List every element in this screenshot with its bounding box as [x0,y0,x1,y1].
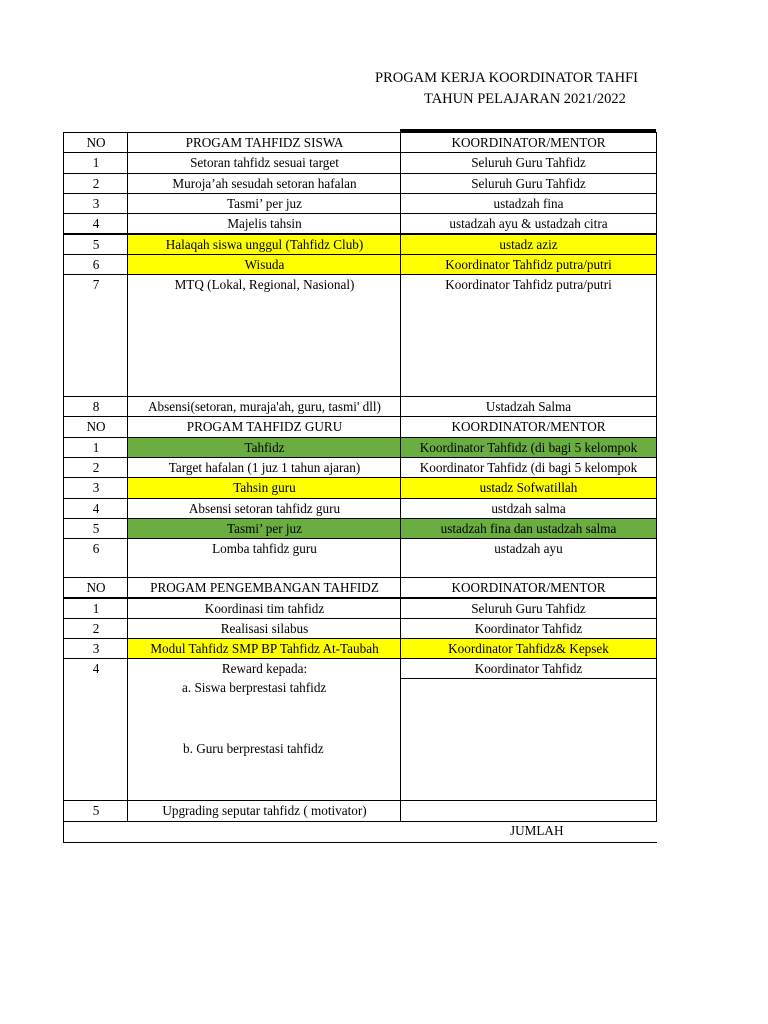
s2-row-6-mentor-cell: ustadzah ayu [400,538,657,578]
s3-row-4-mentor-blank [400,678,657,801]
s3-row-3-program-cell: Modul Tahfidz SMP BP Tahfidz At-Taubah [127,638,401,659]
s1-row-6-mentor-cell: Koordinator Tahfidz putra/putri [400,254,657,275]
s1-row-3-mentor-cell: ustadzah fina [400,193,657,214]
s3-header-no-cell: NO [63,577,128,598]
s1-row-5-mentor-cell: ustadz aziz [400,234,657,255]
s1-header-mentor-cell: KOORDINATOR/MENTOR [400,132,657,153]
s1-row-1-no-cell: 1 [63,152,128,173]
s1-row-3-no-cell: 3 [63,193,128,214]
s1-row-5-program-cell: Halaqah siswa unggul (Tahfidz Club) [127,234,401,255]
s2-row-4-program-cell: Absensi setoran tahfidz guru [127,498,401,519]
s3-row-1-mentor-cell: Seluruh Guru Tahfidz [400,598,657,619]
s1-row-4-mentor-cell: ustadzah ayu & ustadzah citra [400,213,657,234]
s2-row-5-no-cell: 5 [63,518,128,539]
s2-row-6-no-cell: 6 [63,538,128,578]
reward-item-siswa: a. Siswa berprestasi tahfidz [182,680,327,696]
s2-row-5-mentor-cell: ustadzah fina dan ustadzah salma [400,518,657,539]
s2-header-program-cell: PROGAM TAHFIDZ GURU [127,416,401,437]
s3-row-2-program-cell: Realisasi silabus [127,618,401,639]
s2-row-2-no-cell: 2 [63,457,128,478]
s3-row-5-mentor-cell [400,800,657,821]
s2-row-1-mentor-cell: Koordinator Tahfidz (di bagi 5 kelompok [400,437,657,458]
s1-row-2-no-cell: 2 [63,173,128,194]
s3-row-4-program-cell: Reward kepada: [127,658,401,801]
s2-row-1-no-cell: 1 [63,437,128,458]
s2-header-mentor-cell: KOORDINATOR/MENTOR [400,416,657,437]
s1-row-1-program-cell: Setoran tahfidz sesuai target [127,152,401,173]
s1-row-7-no-cell: 7 [63,274,128,397]
s1-row-2-program-cell: Muroja’ah sesudah setoran hafalan [127,173,401,194]
s1-row-4-no-cell: 4 [63,213,128,234]
s2-header-no-cell: NO [63,416,128,437]
s2-row-4-mentor-cell: ustdzah salma [400,498,657,519]
s3-row-1-program-cell: Koordinasi tim tahfidz [127,598,401,619]
s3-row-3-no-cell: 3 [63,638,128,659]
s2-row-4-no-cell: 4 [63,498,128,519]
s1-row-1-mentor-cell: Seluruh Guru Tahfidz [400,152,657,173]
s2-row-2-program-cell: Target hafalan (1 juz 1 tahun ajaran) [127,457,401,478]
s2-row-6-program-cell: Lomba tahfidz guru [127,538,401,578]
document-title: PROGAM KERJA KOORDINATOR TAHFI [375,70,638,86]
s1-row-8-mentor-cell: Ustadzah Salma [400,396,657,417]
s2-row-1-program-cell: Tahfidz [127,437,401,458]
document-subtitle: TAHUN PELAJARAN 2021/2022 [424,91,626,107]
total-row [63,821,657,843]
s1-row-7-program-cell: MTQ (Lokal, Regional, Nasional) [127,274,401,397]
s1-row-3-program-cell: Tasmi’ per juz [127,193,401,214]
s3-row-1-no-cell: 1 [63,598,128,619]
s3-row-4-mentor-cell: Koordinator Tahfidz [400,658,657,679]
s1-row-4-program-cell: Majelis tahsin [127,213,401,234]
s1-header-program-cell: PROGAM TAHFIDZ SISWA [127,132,401,153]
s2-row-5-program-cell: Tasmi’ per juz [127,518,401,539]
s2-row-3-no-cell: 3 [63,477,128,498]
s1-row-7-mentor-cell: Koordinator Tahfidz putra/putri [400,274,657,397]
s2-row-3-mentor-cell: ustadz Sofwatillah [400,477,657,498]
s1-row-6-program-cell: Wisuda [127,254,401,275]
total-label: JUMLAH [510,822,564,838]
s3-row-4-no-cell: 4 [63,658,128,801]
s3-row-5-program-cell: Upgrading seputar tahfidz ( motivator) [127,800,401,821]
s1-row-6-no-cell: 6 [63,254,128,275]
s1-row-8-program-cell: Absensi(setoran, muraja'ah, guru, tasmi' dll) [127,396,401,417]
s2-row-3-program-cell: Tahsin guru [127,477,401,498]
s1-header-no-cell: NO [63,132,128,153]
s3-header-program-cell: PROGAM PENGEMBANGAN TAHFIDZ [127,577,401,598]
s2-row-2-mentor-cell: Koordinator Tahfidz (di bagi 5 kelompok [400,457,657,478]
s3-row-5-no-cell: 5 [63,800,128,821]
s1-row-8-no-cell: 8 [63,396,128,417]
reward-item-guru: b. Guru berprestasi tahfidz [183,741,324,757]
s3-row-2-no-cell: 2 [63,618,128,639]
s1-row-2-mentor-cell: Seluruh Guru Tahfidz [400,173,657,194]
s3-row-2-mentor-cell: Koordinator Tahfidz [400,618,657,639]
s3-header-mentor-cell: KOORDINATOR/MENTOR [400,577,657,598]
s1-row-5-no-cell: 5 [63,234,128,255]
s3-row-3-mentor-cell: Koordinator Tahfidz& Kepsek [400,638,657,659]
